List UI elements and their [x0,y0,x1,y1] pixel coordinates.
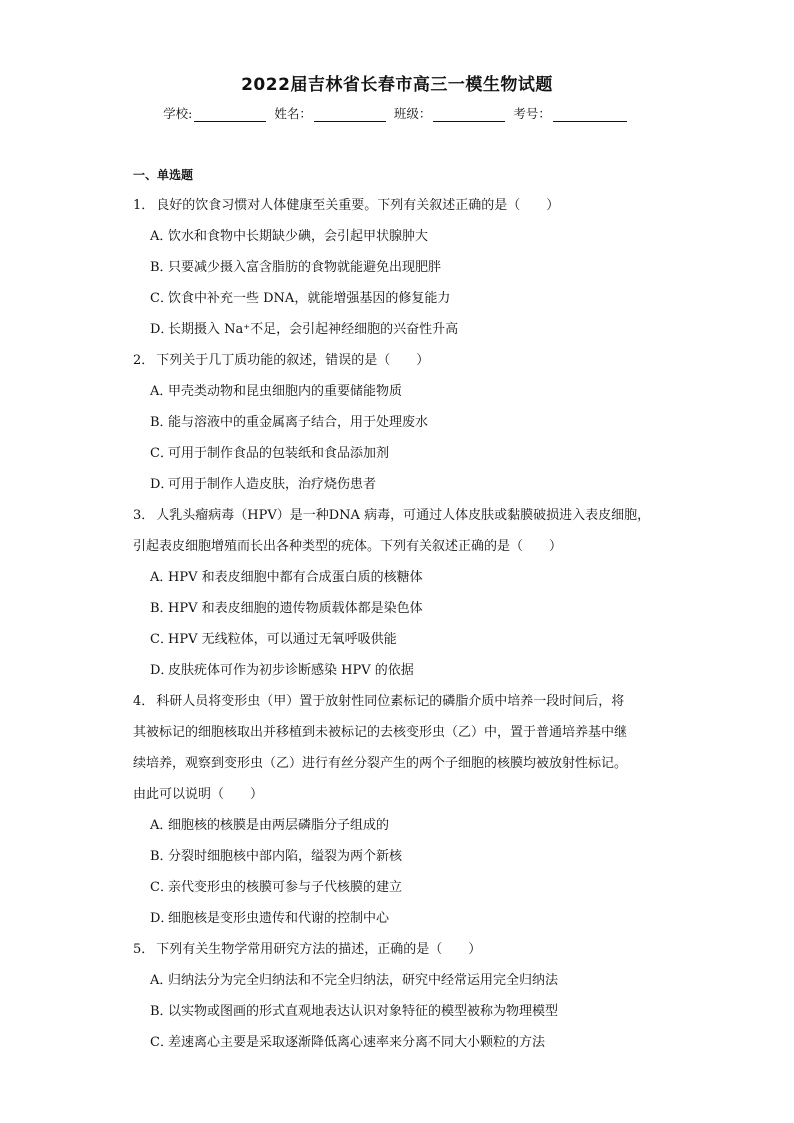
option-letter: B． [150,260,173,275]
option-text: 可用于制作人造皮肤，治疗烧伤患者 [168,477,377,492]
option-text: 只要减少摄入富含脂肪的食物就能避免出现肥胖 [168,260,442,275]
option-letter: B． [150,849,173,864]
option-b [133,407,673,438]
option-a [133,810,673,841]
option-b [133,841,673,872]
class-blank [433,107,505,122]
option-letter: C． [150,880,173,895]
question-list [133,190,673,1058]
name-label: 姓名： [274,106,312,121]
exam-number-blank [553,107,627,122]
option-letter: D． [150,911,174,926]
option-b [133,593,673,624]
name-blank [314,107,386,122]
option-letter: C． [150,632,173,647]
option-letter: D． [150,663,174,678]
option-letter: A． [150,818,173,833]
option-text: 以实物或图画的形式直观地表达认识对象特征的模型被称为物理模型 [168,1004,559,1019]
option-text: 饮水和食物中长期缺少碘，会引起甲状腺肿大 [168,229,429,244]
option-letter: B． [150,415,173,430]
class-label: 班级： [393,106,432,121]
option-c [133,872,673,903]
option-text: 细胞核的核膜是由两层磷脂分子组成的 [168,818,390,833]
school-blank [194,107,266,122]
option-letter: C． [150,446,173,461]
exam-number-field [513,104,631,122]
option-letter: D． [150,322,174,337]
question-5 [133,934,673,1058]
question-stem: 下列关于几丁质功能的叙述，错误的是（ ） [156,353,430,368]
option-d [133,314,673,345]
question-stem: 下列有关生物学常用研究方法的描述，正确的是（ ） [156,942,482,957]
question-number: 5． [133,942,155,957]
question-1 [133,190,673,345]
question-stem-line-3: 续培养，观察到变形虫（乙）进行有丝分裂产生的两个子细胞的核膜均被放射性标记。 [133,756,628,771]
section-title: 一、单选题 [133,168,194,182]
option-a [133,562,673,593]
option-d [133,655,673,686]
question-stem-line-2: 引起表皮细胞增殖而长出各种类型的疣体。下列有关叙述正确的是（ ） [133,539,563,554]
student-info-row [0,104,794,122]
option-c [133,283,673,314]
school-label: 学校: [163,106,193,121]
question-number: 3． [133,508,155,523]
option-a [133,376,673,407]
option-text: 亲代变形虫的核膜可参与子代核膜的建立 [168,880,403,895]
option-text: 归纳法分为完全归纳法和不完全归纳法，研究中经常运用完全归纳法 [168,973,559,988]
option-c [133,438,673,469]
question-3 [133,500,673,686]
option-text: 细胞核是变形虫遗传和代谢的控制中心 [168,911,390,926]
option-letter: C． [150,291,173,306]
option-b [133,996,673,1027]
option-text: 饮食中补充一些 DNA，就能增强基因的修复能力 [168,291,451,306]
option-a [133,221,673,252]
option-letter: D． [150,477,174,492]
option-c [133,1027,673,1058]
option-letter: A． [150,570,173,585]
class-field [394,104,510,122]
option-letter: A． [150,973,173,988]
option-a [133,965,673,996]
question-number: 2． [133,353,155,368]
question-stem: 良好的饮食习惯对人体健康至关重要。下列有关叙述正确的是（ ） [156,198,560,213]
option-text: 可用于制作食品的包装纸和食品添加剂 [168,446,390,461]
option-text: 能与溶液中的重金属离子结合，用于处理废水 [168,415,429,430]
option-text: 长期摄入 Na⁺不足，会引起神经细胞的兴奋性升高 [168,322,459,337]
option-letter: B． [150,1004,173,1019]
question-4 [133,686,673,934]
question-stem-line-4: 由此可以说明（ ） [133,787,264,802]
option-d [133,469,673,500]
exam-title: 2022届吉林省长春市高三一模生物试题 [241,75,553,95]
option-text: 分裂时细胞核中部内陷，缢裂为两个新核 [168,849,403,864]
question-stem-line-2: 其被标记的细胞核取出并移植到未被标记的去核变形虫（乙）中，置于普通培养基中继 [133,725,628,740]
school-field [163,104,270,122]
option-text: HPV 无线粒体，可以通过无氧呼吸供能 [168,632,397,647]
option-d [133,903,673,934]
option-text: 差速离心主要是采取逐渐降低离心速率来分离不同大小颗粒的方法 [168,1035,546,1050]
question-number: 1． [133,198,155,213]
option-letter: C． [150,1035,173,1050]
option-text: HPV 和表皮细胞中都有合成蛋白质的核糖体 [168,570,423,585]
option-letter: A． [150,229,173,244]
question-2 [133,345,673,500]
name-field [274,104,390,122]
option-c [133,624,673,655]
question-stem-line-1: 人乳头瘤病毒（HPV）是一种DNA 病毒，可通过人体皮肤或黏膜破损进入表皮细胞， [156,508,651,523]
option-b [133,252,673,283]
option-letter: A． [150,384,173,399]
option-text: 甲壳类动物和昆虫细胞内的重要储能物质 [168,384,403,399]
option-text: 皮肤疣体可作为初步诊断感染 HPV 的依据 [168,663,414,678]
option-text: HPV 和表皮细胞的遗传物质载体都是染色体 [168,601,423,616]
question-stem-line-1: 科研人员将变形虫（甲）置于放射性同位素标记的磷脂介质中培养一段时间后，将 [156,694,625,709]
option-letter: B． [150,601,173,616]
question-number: 4． [133,694,155,709]
exam-number-label: 考号： [513,106,551,121]
